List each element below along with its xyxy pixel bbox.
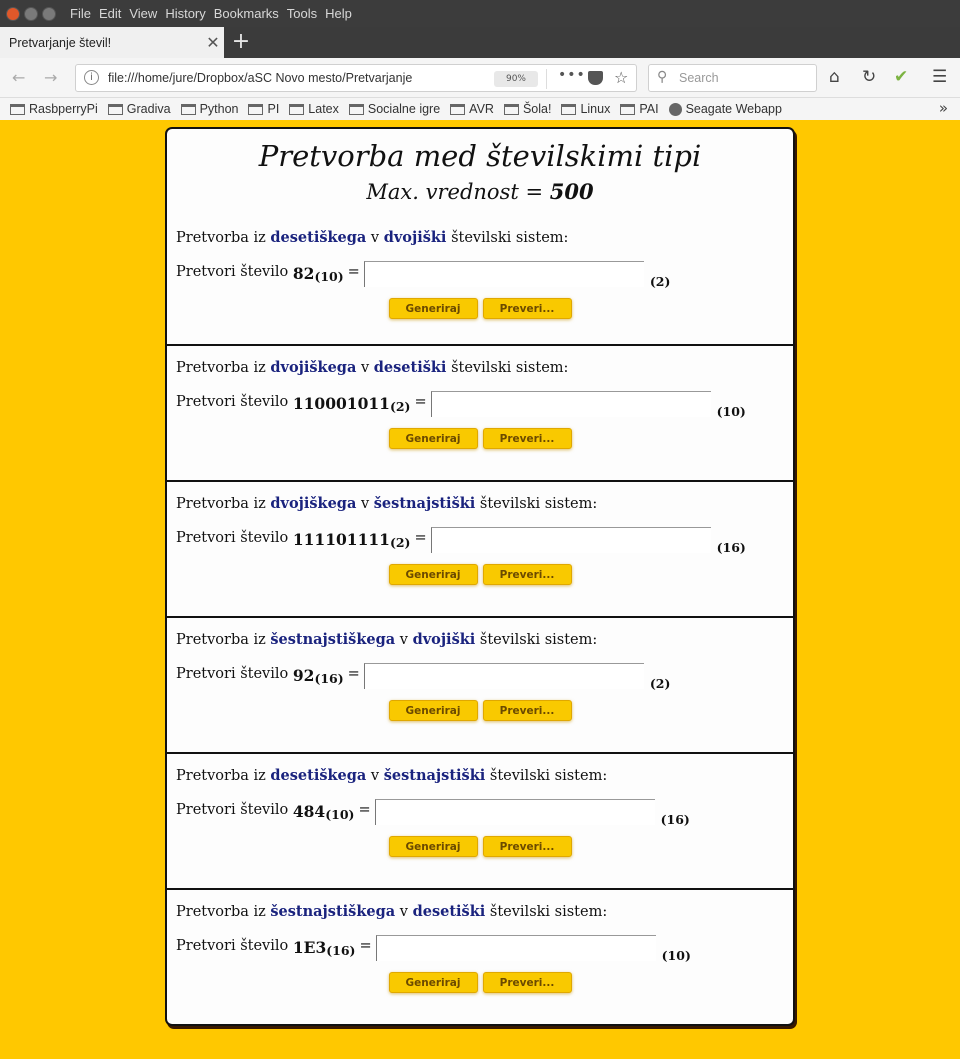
source-number: 92 [292, 666, 315, 685]
check-button[interactable]: Preveri... [483, 972, 572, 993]
back-icon[interactable]: ← [12, 68, 26, 87]
generate-button[interactable]: Generiraj [389, 298, 478, 319]
conversion-section [167, 346, 793, 482]
pocket-icon[interactable] [588, 71, 603, 85]
source-base: (10) [325, 807, 355, 822]
bookmark-label: PAI [639, 102, 659, 116]
forward-icon[interactable]: → [44, 68, 58, 87]
generate-button[interactable]: Generiraj [389, 972, 478, 993]
check-button[interactable]: Preveri... [483, 298, 572, 319]
folder-icon [349, 104, 364, 115]
answer-input[interactable] [431, 527, 711, 553]
source-system: desetiškega [270, 229, 367, 246]
bookmark-label: AVR [469, 102, 494, 116]
conversion-section [167, 754, 793, 890]
target-base: (16) [716, 540, 746, 555]
bookmark-star-icon[interactable]: ☆ [614, 68, 629, 87]
answer-input[interactable] [364, 261, 644, 287]
generate-button[interactable]: Generiraj [389, 836, 478, 857]
button-group [167, 564, 793, 585]
section-description: Pretvorba iz dvojiškega v desetiški številski sistem: [176, 359, 569, 376]
converter-panel [165, 127, 795, 1026]
source-base: (2) [389, 399, 411, 414]
bookmark-label: PI [267, 102, 280, 116]
bookmark-item[interactable] [620, 102, 658, 116]
page-actions-icon[interactable]: ••• [558, 67, 586, 83]
target-base: (10) [661, 948, 691, 963]
answer-input[interactable] [376, 935, 656, 961]
info-icon[interactable]: i [84, 70, 99, 85]
section-description: Pretvorba iz desetiškega v dvojiški številski sistem: [176, 229, 569, 246]
folder-icon [10, 104, 25, 115]
target-system: desetiški [412, 903, 486, 920]
check-button[interactable]: Preveri... [483, 428, 572, 449]
bookmark-item[interactable] [450, 102, 494, 116]
folder-icon [108, 104, 123, 115]
page-header [167, 129, 793, 216]
row-label: Pretvori število [176, 802, 289, 818]
divider [546, 69, 547, 89]
search-bar[interactable] [648, 64, 817, 92]
bookmark-item[interactable] [108, 102, 171, 116]
source-number: 1E3 [292, 938, 327, 957]
page-subtitle [167, 179, 793, 204]
new-tab-icon[interactable]: + [231, 29, 251, 54]
bookmark-item[interactable] [504, 102, 552, 116]
menu-hamburger-icon[interactable]: ☰ [932, 67, 948, 87]
row-label: Pretvori število [176, 938, 289, 954]
source-system: šestnajstiškega [270, 631, 396, 648]
bookmark-item[interactable] [289, 102, 339, 116]
generate-button[interactable]: Generiraj [389, 428, 478, 449]
target-base: (16) [660, 812, 690, 827]
conversion-row: Pretvori število 92 (16) = (2) [176, 666, 670, 689]
source-system: šestnajstiškega [270, 903, 396, 920]
nav-bar [0, 58, 960, 98]
bookmark-label: Šola! [522, 102, 552, 116]
conversion-row: Pretvori število 110001011 (2) = (10) [176, 394, 746, 417]
bookmark-label: Latex [308, 102, 339, 116]
globe-icon [669, 103, 682, 116]
target-base: (2) [649, 274, 671, 289]
source-number: 82 [292, 264, 315, 283]
bookmark-item[interactable] [669, 102, 782, 116]
bookmark-label: Python [199, 102, 239, 116]
target-system: dvojiški [412, 631, 476, 648]
row-label: Pretvori število [176, 530, 289, 546]
window-controls [6, 7, 56, 21]
url-bar[interactable] [75, 64, 637, 92]
answer-input[interactable] [431, 391, 711, 417]
menu-history[interactable]: History [165, 6, 206, 21]
folder-icon [561, 104, 576, 115]
menu-tools[interactable]: Tools [286, 6, 318, 21]
folder-icon [450, 104, 465, 115]
folder-icon [181, 104, 196, 115]
button-group [167, 700, 793, 721]
menu-bookmarks[interactable]: Bookmarks [213, 6, 279, 21]
conversion-section [167, 890, 793, 1026]
target-base: (10) [716, 404, 746, 419]
source-base: (16) [314, 671, 344, 686]
conversion-row: Pretvori število 82 (10) = (2) [176, 264, 670, 287]
bookmark-item[interactable] [10, 102, 98, 116]
source-number: 484 [292, 802, 326, 821]
max-value: 500 [549, 179, 594, 204]
section-description: Pretvorba iz desetiškega v šestnajstiški številski sistem: [176, 767, 608, 784]
section-description: Pretvorba iz dvojiškega v šestnajstiški številski sistem: [176, 495, 598, 512]
menu-edit[interactable]: Edit [98, 6, 122, 21]
target-system: šestnajstiški [383, 767, 486, 784]
search-icon: ⚲ [657, 69, 668, 85]
button-group [167, 428, 793, 449]
source-system: desetiškega [270, 767, 367, 784]
url-text[interactable]: file:///home/jure/Dropbox/aSC Novo mesto/Pretvarjanje [108, 71, 413, 85]
source-base: (10) [314, 269, 344, 284]
bookmark-item[interactable] [349, 102, 440, 116]
conversion-section [167, 216, 793, 346]
check-button[interactable]: Preveri... [483, 564, 572, 585]
tab-bar [0, 27, 960, 58]
row-label: Pretvori število [176, 394, 289, 410]
tab-title: Pretvarjanje števil! [9, 35, 112, 50]
target-system: desetiški [373, 359, 447, 376]
source-system: dvojiškega [270, 359, 357, 376]
target-system: dvojiški [383, 229, 447, 246]
section-description: Pretvorba iz šestnajstiškega v dvojiški številski sistem: [176, 631, 598, 648]
row-label: Pretvori število [176, 666, 289, 682]
check-button[interactable]: Preveri... [483, 700, 572, 721]
conversion-section [167, 482, 793, 618]
bookmark-label: Linux [580, 102, 611, 116]
extension-icon[interactable]: ✔ [894, 67, 909, 87]
folder-icon [620, 104, 635, 115]
menu-file[interactable]: File [70, 6, 91, 21]
menu-help[interactable]: Help [325, 6, 352, 21]
window-minimize-button[interactable] [24, 7, 38, 21]
menu-bar [0, 0, 960, 27]
tab-active[interactable] [0, 27, 224, 58]
button-group [167, 972, 793, 993]
target-system: šestnajstiški [373, 495, 476, 512]
generate-button[interactable]: Generiraj [389, 564, 478, 585]
subtitle-label: Max. vrednost = [366, 180, 550, 204]
folder-icon [248, 104, 263, 115]
source-number: 110001011 [292, 394, 390, 413]
folder-icon [504, 104, 519, 115]
window-close-button[interactable] [6, 7, 20, 21]
button-group [167, 298, 793, 319]
conversion-row: Pretvori število 1E3 (16) = (10) [176, 938, 691, 961]
conversion-row: Pretvori število 484 (10) = (16) [176, 802, 690, 825]
search-placeholder: Search [679, 71, 719, 85]
folder-icon [289, 104, 304, 115]
bookmark-item[interactable] [181, 102, 239, 116]
source-base: (2) [389, 535, 411, 550]
chevron-more-icon[interactable]: » [938, 99, 948, 117]
close-tab-icon[interactable]: ✕ [206, 33, 220, 52]
bookmark-label: Gradiva [126, 102, 171, 116]
source-base: (16) [326, 943, 356, 958]
source-number: 111101111 [292, 530, 390, 549]
bookmark-label: Seagate Webapp [685, 102, 782, 116]
answer-input[interactable] [364, 663, 644, 689]
conversion-section [167, 618, 793, 754]
conversion-row: Pretvori število 111101111 (2) = (16) [176, 530, 746, 553]
reload-icon[interactable]: ↻ [862, 67, 877, 87]
source-system: dvojiškega [270, 495, 357, 512]
menu-view[interactable]: View [129, 6, 158, 21]
section-description: Pretvorba iz šestnajstiškega v desetiški številski sistem: [176, 903, 608, 920]
generate-button[interactable]: Generiraj [389, 700, 478, 721]
row-label: Pretvori število [176, 264, 289, 280]
bookmark-item[interactable] [248, 102, 279, 116]
button-group [167, 836, 793, 857]
page-title: Pretvorba med številskimi tipi [258, 139, 702, 173]
target-base: (2) [649, 676, 671, 691]
bookmarks-bar [0, 98, 960, 120]
check-button[interactable]: Preveri... [483, 836, 572, 857]
bookmark-label: Socialne igre [367, 102, 441, 116]
bookmark-label: RasbperryPi [29, 102, 98, 116]
bookmark-item[interactable] [561, 102, 610, 116]
home-icon[interactable]: ⌂ [829, 67, 840, 87]
window-maximize-button[interactable] [42, 7, 56, 21]
answer-input[interactable] [375, 799, 655, 825]
zoom-level-badge[interactable]: 90% [494, 71, 538, 87]
